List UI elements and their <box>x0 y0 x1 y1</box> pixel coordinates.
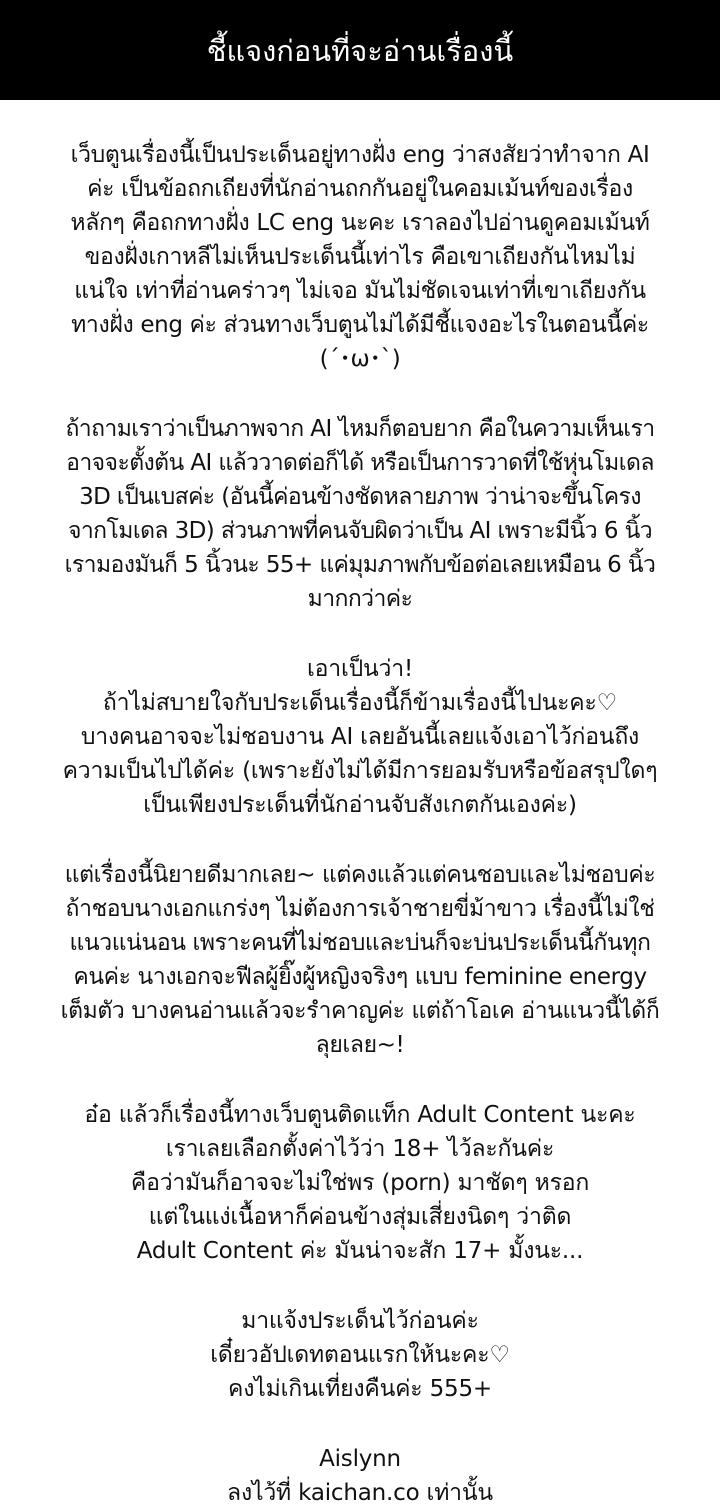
text-line: เว็บตูนเรื่องนี้เป็นประเด็นอยู่ทางฝั่ง eng ว่าสงสัยว่าทำจาก AI <box>70 142 650 168</box>
header-banner <box>0 0 720 100</box>
paragraph-update-notice <box>16 1304 704 1406</box>
text-line: คนค่ะ นางเอกจะฟีลผู้ยิ๊งผู้หญิงจริงๆ แบบ feminine energy <box>73 964 647 990</box>
text-line: แน่ใจ เท่าที่อ่านคร่าวๆ ไม่เจอ มันไม่ชัดเจนเท่าที่เขาเถียงกัน <box>74 278 646 304</box>
text-line: ความเป็นไปได้ค่ะ (เพราะยังไม่ได้มีการยอมรับหรือข้อสรุปใดๆ <box>62 758 658 784</box>
text-line: เราเลยเลือกตั้งค่าไว้ว่า 18+ ไว้ละกันค่ะ <box>165 1136 555 1162</box>
text-line: ถ้าถามเราว่าเป็นภาพจาก AI ไหมก็ตอบยาก คือในความเห็นเรา <box>65 416 655 442</box>
text-line: แต่ในแง่เนื้อหาก็ค่อนข้างสุ่มเสี่ยงนิดๆ ว่าติด <box>148 1204 572 1230</box>
text-line: มากกว่าค่ะ <box>307 586 413 612</box>
text-line: บางคนอาจจะไม่ชอบงาน AI เลยอันนี้เลยแจ้งเอาไว้ก่อนถึง <box>80 724 640 750</box>
text-line: ค่ะ เป็นข้อถกเถียงที่นักอ่านถกกันอยู่ในคอมเม้นท์ของเรื่อง <box>87 176 633 202</box>
text-line: คือว่ามันก็อาจจะไม่ใช่พร (porn) มาชัดๆ หรอก <box>130 1170 590 1196</box>
text-line: ของฝั่งเกาหลีไม่เห็นประเด็นนี้เท่าไร คือเขาเถียงกันไหมไม่ <box>84 244 636 270</box>
source-note: ลงไว้ที่ kaichan.co เท่านั้น <box>227 1480 493 1506</box>
paragraph-skip-notice <box>16 652 704 822</box>
text-line: ทางฝั่ง eng ค่ะ ส่วนทางเว็บตูนไม่ได้มีชี้แจงอะไรในตอนนี้ค่ะ <box>71 312 649 338</box>
text-line: หลักๆ คือถกทางฝั่ง LC eng นะคะ เราลองไปอ่านดูคอมเม้นท์ <box>70 210 650 236</box>
text-line: จากโมเดล 3D) ส่วนภาพที่คนจับผิดว่าเป็น AI เพราะมีนิ้ว 6 นิ้ว <box>67 518 653 544</box>
text-line: เอาเป็นว่า! <box>306 656 414 682</box>
text-line: เต็มตัว บางคนอ่านแล้วจะรำคาญค่ะ แต่ถ้าโอเค อ่านแนวนี้ได้ก็ <box>60 998 660 1024</box>
text-line: Adult Content ค่ะ มันน่าจะสัก 17+ มั้งนะ... <box>136 1238 584 1264</box>
text-line: ถ้าไม่สบายใจกับประเด็นเรื่องนี้ก็ข้ามเรื่องนี้ไปนะคะ♡ <box>102 690 618 716</box>
page-title: ชี้แจงก่อนที่จะอ่านเรื่องนี้ <box>206 34 514 68</box>
text-line: 3D เป็นเบสค่ะ (อันนี้ค่อนข้างชัดหลายภาพ ว่าน่าจะขึ้นโครง <box>79 484 641 510</box>
text-line: แนวแน่นอน เพราะคนที่ไม่ชอบและบ่นก็จะบ่นประเด็นนี้กันทุก <box>69 930 651 956</box>
author-name: Aislynn <box>319 1446 401 1472</box>
text-line: (´･ω･`) <box>319 346 401 372</box>
paragraph-story-review <box>16 858 704 1062</box>
paragraph-adult-content <box>16 1098 704 1268</box>
text-line: อ๋อ แล้วก็เรื่องนี้ทางเว็บตูนติดแท็ก Adult Content นะคะ <box>84 1102 636 1128</box>
notice-body <box>16 138 704 1510</box>
text-line: คงไม่เกินเที่ยงคืนค่ะ 555+ <box>228 1376 492 1402</box>
text-line: เดี๋ยวอัปเดทตอนแรกให้นะคะ♡ <box>210 1342 510 1368</box>
text-line: แต่เรื่องนี้นิยายดีมากเลย~ แต่คงแล้วแต่คนชอบและไม่ชอบค่ะ <box>64 862 656 888</box>
paragraph-opinion <box>16 412 704 616</box>
text-line: ถ้าชอบนางเอกแกร่งๆ ไม่ต้องการเจ้าชายขี่ม้าขาว เรื่องนี้ไม่ใช่ <box>65 896 655 922</box>
text-line: เป็นเพียงประเด็นที่นักอ่านจับสังเกตกันเองค่ะ) <box>143 792 577 818</box>
paragraph-ai-controversy <box>16 138 704 376</box>
text-line: อาจจะตั้งต้น AI แล้ววาดต่อก็ได้ หรือเป็นการวาดที่ใช้หุ่นโมเดล <box>66 450 654 476</box>
text-line: เรามองมันก็ 5 นิ้วนะ 55+ แค่มุมภาพกับข้อต่อเลยเหมือน 6 นิ้ว <box>64 552 656 578</box>
text-line: ลุยเลย~! <box>315 1032 405 1058</box>
text-line: มาแจ้งประเด็นไว้ก่อนค่ะ <box>241 1308 479 1334</box>
